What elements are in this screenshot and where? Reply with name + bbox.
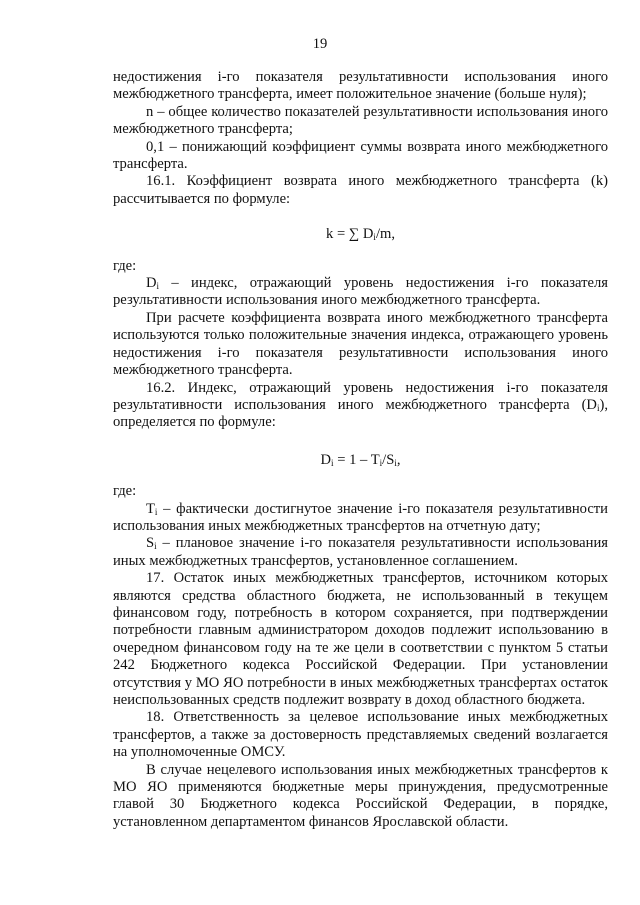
paragraph-si-definition (113, 535, 608, 570)
formula-k-main: k = ∑ D (326, 226, 374, 243)
paragraph-18: 18. Ответственность за целевое использование иных межбюджетных трансфертов, а также за достоверность представляемых сведений возлагается на уполномоченные ОМСУ. (113, 709, 608, 761)
formula-di-sub3: i (394, 457, 397, 468)
formula-di-b: = 1 – T (333, 451, 380, 468)
p16-2-subscript: i (596, 402, 600, 413)
p16-2-text-b: ), определяется по формуле: (113, 396, 608, 431)
paragraph-n-definition: n – общее количество показателей результативности использования иного межбюджетного трансферта; (113, 103, 608, 138)
where-label-1: где: (113, 257, 137, 274)
ti-variable: T (146, 500, 155, 517)
ti-subscript: i (154, 506, 158, 517)
formula-k (113, 226, 608, 243)
si-variable: S (146, 535, 155, 552)
paragraph-misuse: В случае нецелевого использования иных межбюджетных трансфертов к МО ЯО применяются бюджетные меры принуждения, предусмотренные главой 30 Бюджетного кодекса Российской Федерации, в порядке, установленном департаментом финансов Ярославской области. (113, 761, 608, 830)
p16-2-text-a: 16.2. Индекс, отражающий уровень недостижения i-го показателя результативности использования иного межбюджетного трансферта (D (113, 379, 608, 413)
di-variable: D (146, 275, 157, 292)
formula-k-tail: /m, (375, 226, 395, 243)
formula-di-sub1: i (331, 457, 334, 468)
paragraph-coefficient-definition: 0,1 – понижающий коэффициент суммы возврата иного межбюджетного трансферта. (113, 138, 608, 173)
paragraph-positive-values: При расчете коэффициента возврата иного межбюджетного трансферта используются только положительные значения индекса, отражающего уровень недостижения i-го показателя результативности использования иного межбюджетного трансферта. (113, 309, 608, 379)
document-body (113, 69, 608, 831)
si-subscript: i (154, 541, 157, 552)
paragraph-di-definition (113, 275, 608, 310)
formula-di-a: D (320, 451, 332, 468)
formula-di (113, 452, 608, 469)
where-label-2: где: (113, 483, 137, 500)
paragraph-ti-definition (113, 501, 608, 536)
di-subscript: i (156, 281, 160, 292)
paragraph-continuation: недостижения i-го показателя результативности использования иного межбюджетного трансферта, имеет положительное значение (больше нуля); (113, 69, 608, 103)
paragraph-17: 17. Остаток иных межбюджетных трансфертов, источником которых являются средства областного бюджета, не использованный в текущем финансовом году, потребность в котором сохраняется, при подтверждении потребности главным администратором доходов подлежит использованию в очередном финансовом году на те же цели в соответствии с пунктом 5 статьи 242 Бюджетного кодекса Российской Федерации. При установлении отсутствия у МО ЯО потребности в иных межбюджетных трансфертах остаток неиспользованных средств подлежит возврату в доход областного бюджета. (113, 570, 608, 708)
formula-di-sub2: i (379, 457, 383, 468)
di-text: – индекс, отражающий уровень недостижения i-го показателя результативности использования иного межбюджетного трансферта. (113, 275, 608, 309)
si-text: – плановое значение i-го показателя результативности использования иных межбюджетных трансфертов, установленное соглашением. (113, 535, 608, 569)
paragraph-16-2 (113, 380, 608, 432)
ti-text: – фактически достигнутое значение i-го показателя результативности использования иных межбюджетных трансфертов на отчетную дату; (113, 500, 608, 534)
formula-di-c: /S (382, 451, 395, 468)
formula-k-subscript: i (373, 232, 376, 243)
page-number: 19 (312, 36, 328, 52)
formula-di-d: , (396, 451, 401, 468)
paragraph-16-1: 16.1. Коэффициент возврата иного межбюджетного трансферта (k) рассчитывается по формуле: (113, 173, 608, 207)
